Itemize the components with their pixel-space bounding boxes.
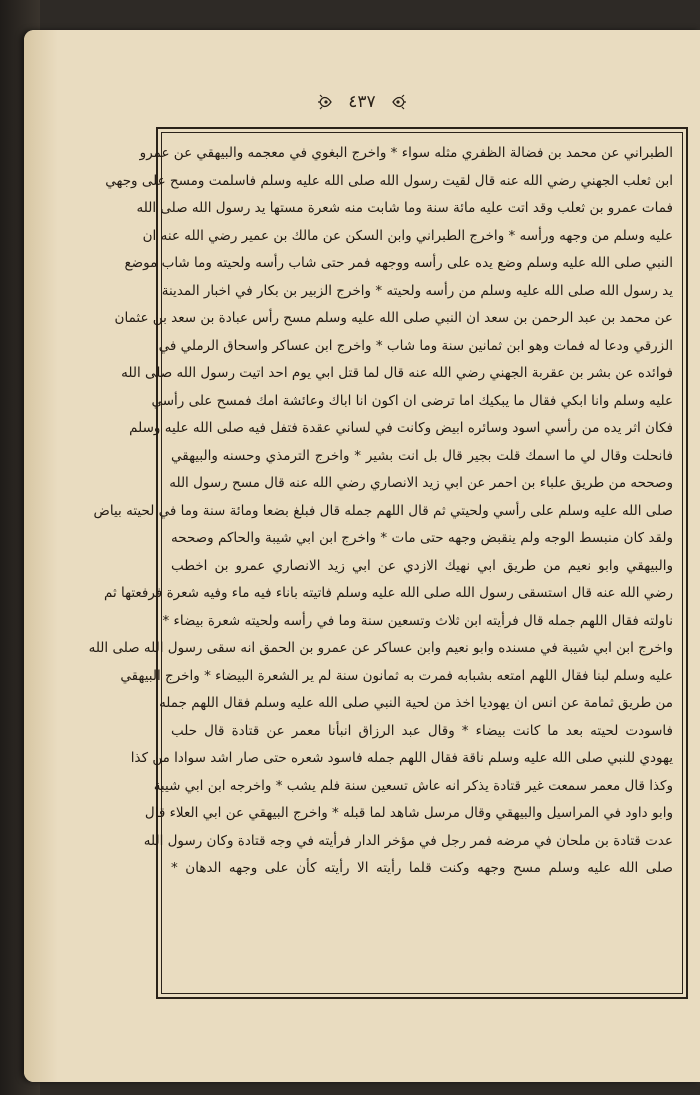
body-text	[88, 140, 673, 883]
page-number-group	[318, 92, 405, 112]
floral-ornament-icon	[380, 94, 406, 110]
page-header	[24, 92, 700, 114]
text-line: من طريق ثمامة عن انس ان يهوديا اخذ من لحية النبي صلى الله عليه وسلم فقال اللهم جمله	[159, 695, 673, 711]
text-line: رضي الله عنه قال استسقى رسول الله صلى الله عليه وسلم فاتيته باناء فيه ماء وفيه شعرة فرفعتها ثم	[103, 585, 673, 601]
text-line: وصححه من طريق علباء بن احمر عن ابي زيد الانصاري رضي الله عنه قال مسح رسول الله	[169, 475, 673, 491]
text-line: فاسودت لحيته بعد ما كانت بيضاء * وقال عبد الرزاق انبأنا معمر عن قتادة قال حلب	[171, 722, 673, 739]
text-line: عن محمد بن عبد الرحمن بن سعد ان النبي صلى الله عليه وسلم مسح رأس عبادة بن سعد بن عثمان	[114, 310, 673, 326]
book-page	[24, 30, 700, 1082]
text-line: واخرج ابن ابي شيبة في مسنده وابو نعيم وابن عساكر عن عمرو بن الحمق انه سقى رسول الله صلى الله	[88, 640, 673, 656]
text-line: ولقد كان منبسط الوجه ولم ينقبض وجهه حتى مات * واخرج ابن ابي شيبة والحاكم وصححه	[171, 530, 673, 546]
text-line: عليه وسلم لبنا فقال اللهم امتعه بشبابه فمرت به ثمانون سنة لم ير الشعرة البيضاء * واخرج البيهقي	[120, 667, 673, 684]
text-line: يد رسول الله صلى الله عليه وسلم من رأسه ولحيته * واخرج الزبير بن بكار في اخبار المدينة	[161, 282, 673, 299]
text-line: عليه وسلم من وجهه ورأسه * واخرج الطبراني وابن السكن عن مالك بن عمير رضي الله عنه ان	[142, 227, 673, 244]
text-line: صلى الله عليه وسلم على رأسي ولحيتي ثم قال اللهم جمله قال فبلغ بضعا ومائة سنة وما في لحيته بياض	[93, 502, 673, 519]
text-line: فانحلت وقال لي ما اسمك قلت بجير قال بل انت بشير * واخرج الترمذي وحسنه والبيهقي	[171, 447, 673, 464]
text-line: فمات عمرو بن ثعلب وقد اتت عليه مائة سنة وما شابت منه شعرة مستها يد رسول الله صلى الله	[136, 200, 673, 216]
text-line: فوائده عن بشر بن عقربة الجهني رضي الله عنه قال لما قتل ابي يوم احد اتيت رسول الله صلى الله	[121, 365, 673, 381]
text-line: عدت قتادة بن ملحان في مرضه فمر رجل في مؤخر الدار فرأيته في وجه قتادة وكان رسول الله	[143, 832, 673, 849]
text-line: يهودي للنبي صلى الله عليه وسلم ناقة فقال اللهم جمله فاسود شعره حتى صار اشد سوادا من كذا	[130, 750, 673, 766]
text-line: وابو داود في المراسيل والبيهقي وقال مرسل شاهد لما قبله * واخرج البيهقي عن ابي العلاء قال	[144, 805, 673, 821]
text-line: وكذا قال معمر سمعت غير قتادة يذكر انه عاش تسعين سنة فلم يشب * واخرجه ابن ابي شيبة	[153, 777, 673, 794]
text-frame-outer	[88, 127, 688, 999]
text-line: الزرقي ودعا له فمات وهو ابن ثمانين سنة وما شاب * واخرج ابن عساكر واسحاق الرملي في	[158, 337, 673, 354]
page-number-text: ٤٣٧	[348, 92, 376, 112]
text-line: عليه وسلم وانا ابكي فقال ما يبكيك اما ترضى ان اكون انا اباك وعائشة امك فمسح على رأسي	[151, 392, 673, 409]
floral-ornament-icon	[318, 94, 344, 110]
text-line: النبي صلى الله عليه وسلم وضع يده على رأسه ووجهه فمر حتى شاب رأسه ولحيته وما شاب موضع	[124, 255, 673, 271]
text-line: فكان اثر يده من رأسي اسود وسائره ابيض وكانت في لساني عقدة فتفل فيه صلى الله عليه وسلم	[129, 420, 673, 436]
text-line: صلى الله عليه وسلم مسح وجهه وكنت قلما رأيته الا رأيته كأن على وجهه الدهان *	[171, 860, 673, 876]
text-line: والبيهقي وابو نعيم من طريق ابي نهيك الازدي عن ابي زيد الانصاري عمرو بن اخطب	[171, 557, 673, 574]
text-frame-inner	[88, 132, 683, 994]
text-line: ناولته فقال اللهم جمله قال فرأيته ابن ثلاث وتسعين سنة وما في رأسه ولحيته شعرة بيضاء *	[162, 612, 673, 629]
text-line: ابن ثعلب الجهني رضي الله عنه قال لقيت رسول الله صلى الله عليه وسلم فاسلمت ومسح على وجهي	[105, 172, 673, 189]
text-line: الطبراني عن محمد بن فضالة الظفري مثله سواء * واخرج البغوي في معجمه والبيهقي عن عمرو	[139, 145, 673, 161]
